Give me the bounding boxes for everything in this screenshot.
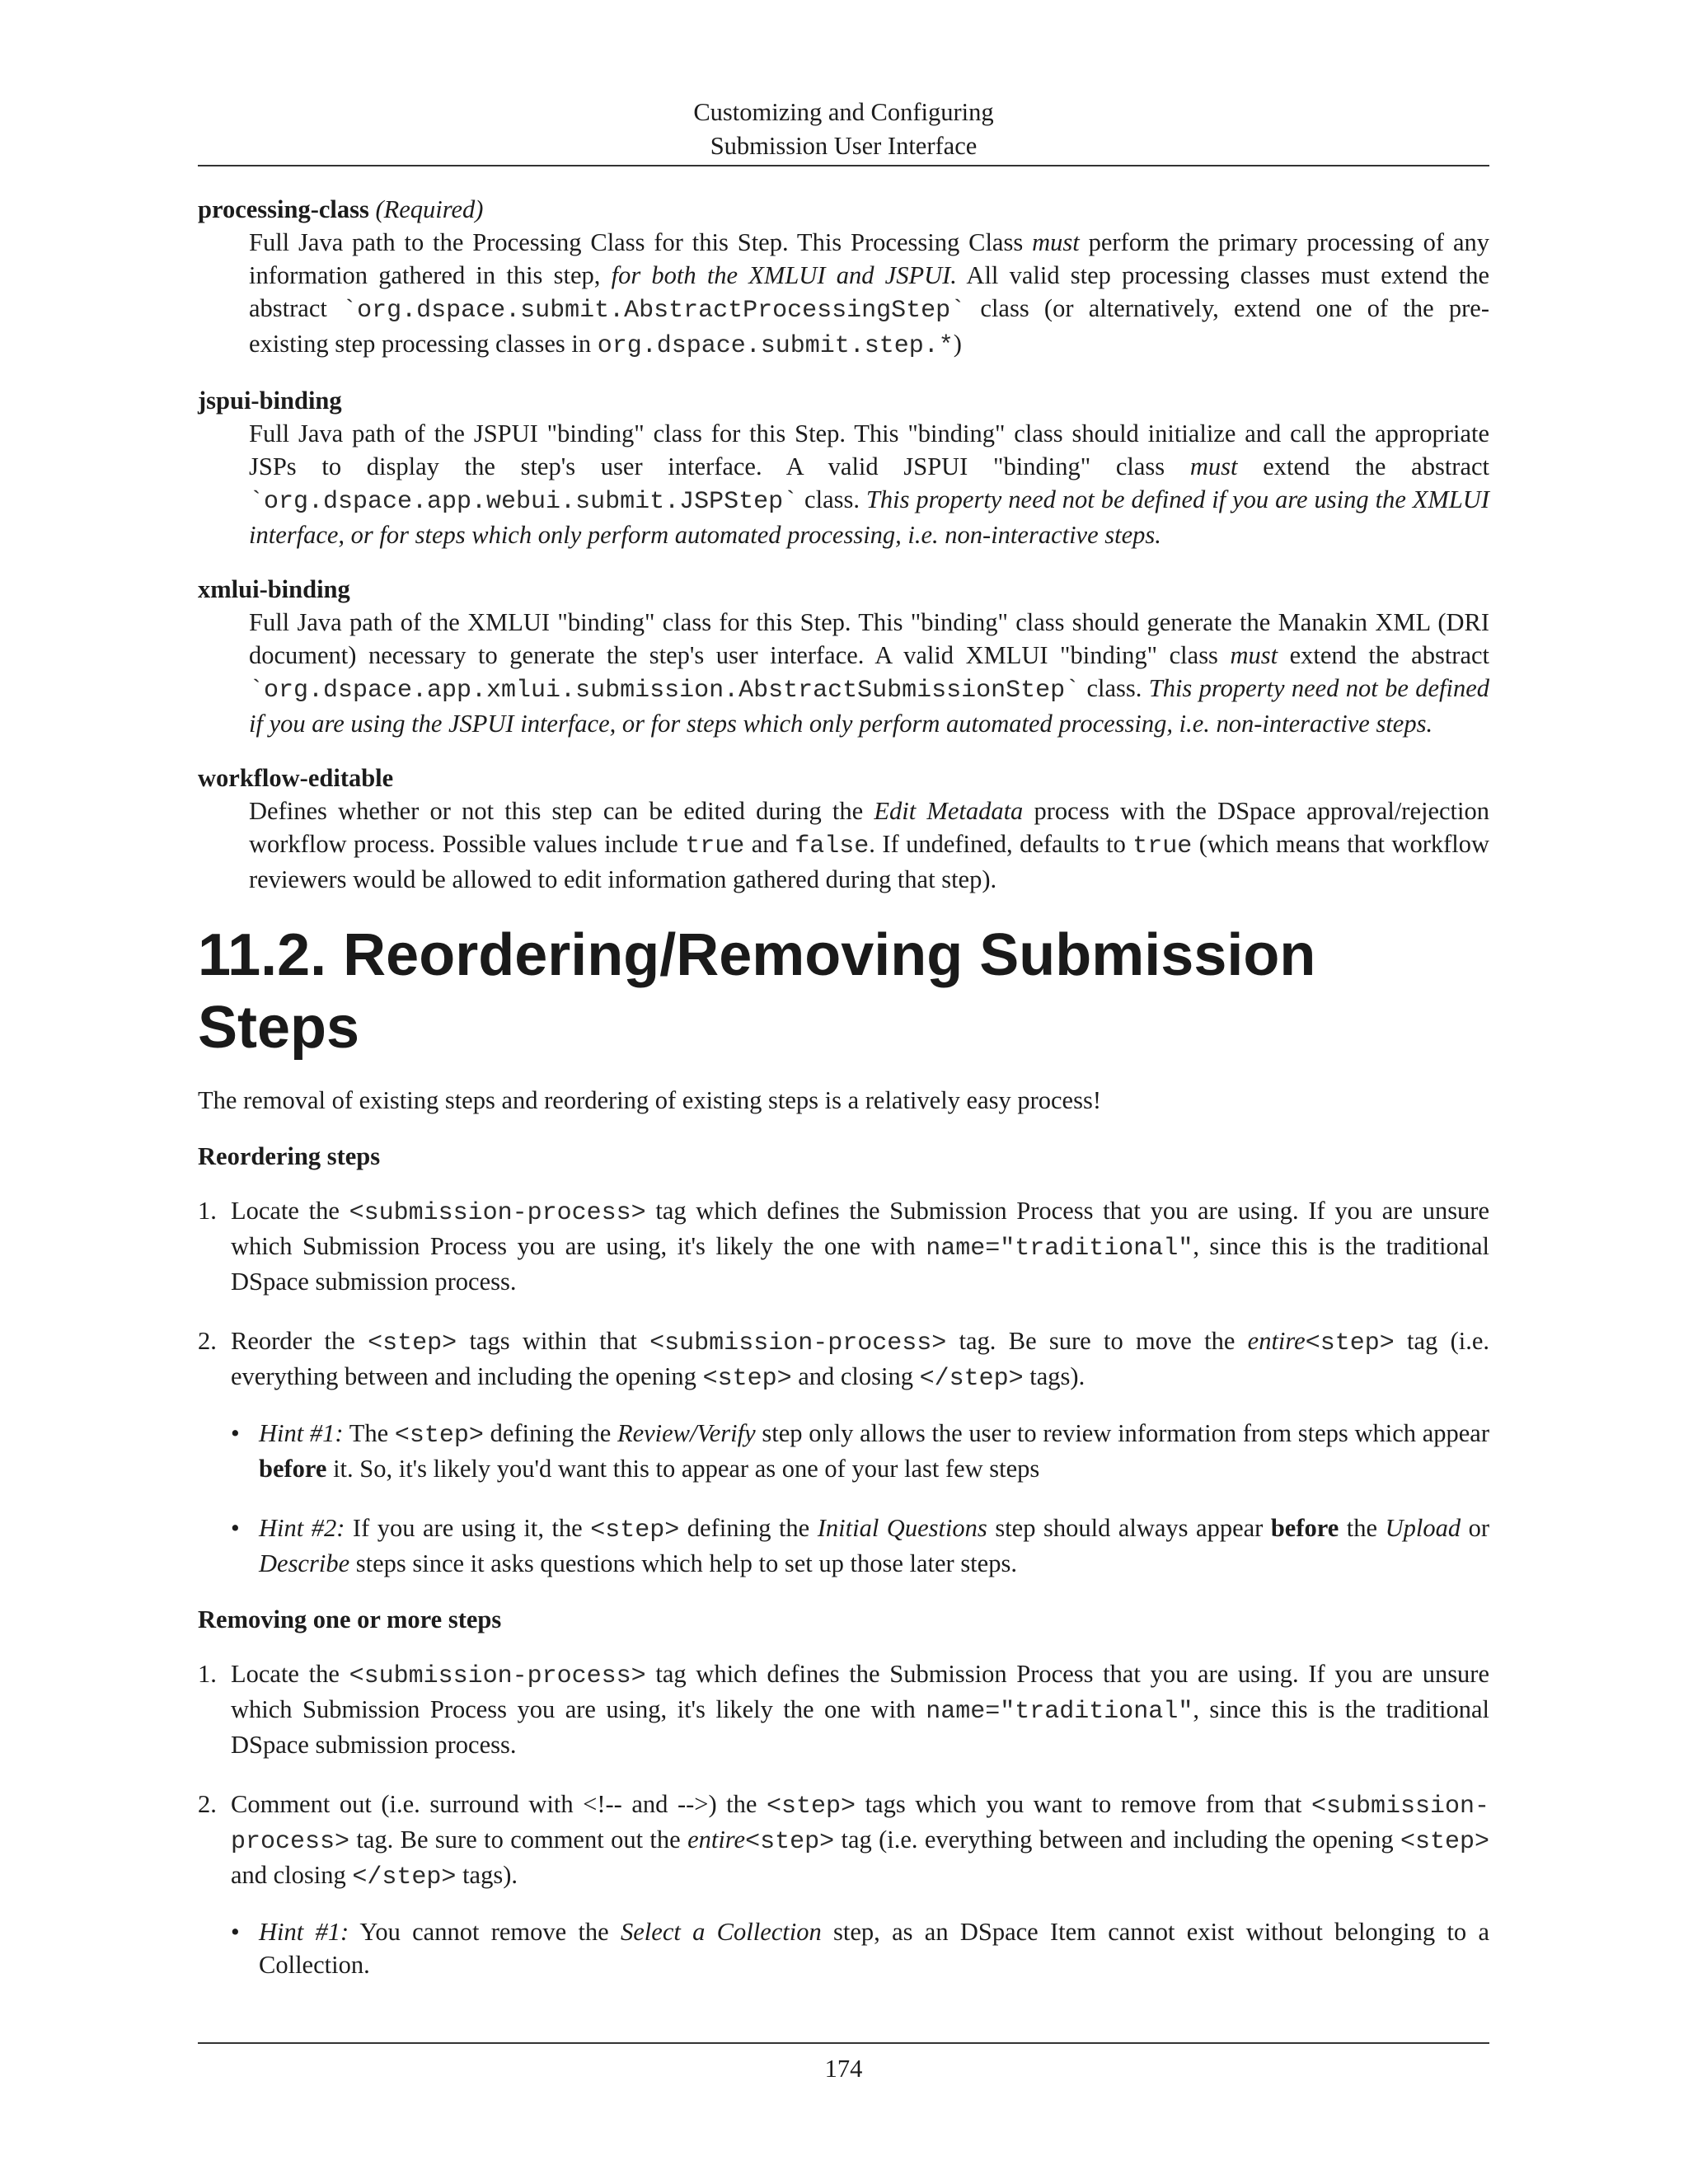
definition-body: Full Java path of the JSPUI "binding" class for this Step. This "binding" class should initialize and call the appropriate JSPs to display the step's user interface. A valid JSPUI "binding" class must extend the abstract `org.dspace.app.webui.submit.JSPStep` class. This property need not be defined if you are using the XMLUI interface, or for steps which only perform automated processing, i.e. non-interactive steps.: [249, 419, 1490, 549]
code-snippet: <step>: [368, 1329, 457, 1357]
list-item: 2. Reorder the <step> tags within that <submission-process> tag. Be sure to move the entire<step> tag (i.e. everything between and including the opening <step> and closing </step> tags).: [198, 1324, 1489, 1395]
subheading-removing: Removing one or more steps: [198, 1605, 502, 1633]
code-snippet: org.dspace.submit.step.*: [597, 332, 954, 360]
list-item: 2. Comment out (i.e. surround with <!-- and -->) the <step> tags which you want to remove from that <submission-process> tag. Be sure to comment out the entire<step> tag (i.e. everything between and including the opening <step> and closing </step> tags).: [198, 1788, 1489, 1894]
bullet-icon: •: [231, 1514, 240, 1542]
header-rule: [198, 165, 1489, 166]
list-number: 1.: [198, 1197, 217, 1225]
code-snippet: true: [685, 832, 745, 860]
bullet-icon: •: [231, 1918, 240, 1946]
definition-workflow-editable: [198, 762, 1489, 896]
reorder-steps-list: [198, 1194, 1489, 1395]
hint-item: • Hint #1: You cannot remove the Select a Collection step, as an DSpace Item cannot exist without belonging to a Collection.: [231, 1915, 1489, 1981]
list-item: 1. Locate the <submission-process> tag which defines the Submission Process that you are using. If you are unsure which Submission Process you are using, it's likely the one with name="traditional", since this is the traditional DSpace submission process.: [198, 1194, 1489, 1298]
list-number: 1.: [198, 1660, 217, 1688]
code-snippet: name="traditional": [926, 1235, 1193, 1263]
code-snippet: <step>: [702, 1365, 792, 1393]
definition-body: Full Java path to the Processing Class for this Step. This Processing Class must perform the primary processing of any information gathered in this step, for both the XMLUI and JSPUI. All valid step processing classes must extend the abstract `org.dspace.submit.AbstractProcessingStep` class (or alternatively, extend one of the pre-existing step processing classes in org.dspace.submit.step.*): [249, 228, 1489, 360]
running-header-line-2: Submission User Interface: [710, 132, 978, 160]
code-snippet: true: [1132, 832, 1193, 860]
definition-processing-class: [198, 193, 1489, 363]
reorder-hints-list: [231, 1417, 1489, 1580]
subheading-reordering: Reordering steps: [198, 1142, 381, 1170]
page-content: [198, 193, 1489, 1981]
running-header-line-1: Customizing and Configuring: [693, 98, 994, 126]
definition-xmlui-binding: [198, 573, 1489, 740]
code-snippet: `org.dspace.submit.AbstractProcessingStep`: [342, 297, 966, 325]
definition-body: Defines whether or not this step can be edited during the Edit Metadata process with the DSpace approval/rejection workflow process. Possible values include true and false. If undefined, defaults to true (which means that workflow reviewers would be allowed to edit information gathered during that step).: [249, 797, 1490, 893]
section-heading: 11.2. Reordering/Removing Submission Steps: [198, 922, 1316, 1061]
remove-steps-list: [198, 1657, 1489, 1894]
code-snippet: <submission-process>: [349, 1199, 646, 1227]
bullet-icon: •: [231, 1419, 240, 1447]
code-snippet: false: [795, 832, 870, 860]
page-number: 174: [824, 2055, 863, 2083]
hint-item: • Hint #2: If you are using it, the <step> defining the Initial Questions step should always appear before the Upload or Describe steps since it asks questions which help to set up those later steps.: [231, 1511, 1489, 1580]
list-number: 2.: [198, 1327, 217, 1355]
code-snippet: <step>: [1305, 1329, 1395, 1357]
definition-jspui-binding: [198, 384, 1489, 551]
list-item: 1. Locate the <submission-process> tag which defines the Submission Process that you are using. If you are unsure which Submission Process you are using, it's likely the one with name="traditional", since this is the traditional DSpace submission process.: [198, 1657, 1489, 1761]
code-snippet: </step>: [919, 1365, 1024, 1393]
code-snippet: `org.dspace.app.xmlui.submission.AbstractSubmissionStep`: [249, 677, 1081, 705]
code-snippet: <submission-process>: [231, 1793, 1489, 1856]
definition-term: processing-class (Required): [198, 195, 484, 223]
hint-item: • Hint #1: The <step> defining the Review/Verify step only allows the user to review information from steps which appear before it. So, it's likely you'd want this to appear as one of your last few steps: [231, 1417, 1489, 1485]
footer-rule: [198, 2042, 1489, 2044]
definition-term: workflow-editable: [198, 764, 394, 792]
code-snippet: <step>: [394, 1422, 484, 1450]
code-snippet: <step>: [767, 1793, 856, 1821]
code-snippet: <step>: [745, 1828, 835, 1856]
list-number: 2.: [198, 1790, 217, 1818]
code-snippet: `org.dspace.app.webui.submit.JSPStep`: [249, 488, 799, 516]
code-snippet: <submission-process>: [349, 1662, 646, 1690]
code-snippet: name="traditional": [926, 1698, 1193, 1726]
code-snippet: <step>: [1400, 1828, 1489, 1856]
code-snippet: </step>: [352, 1863, 457, 1891]
code-snippet: <step>: [590, 1516, 680, 1544]
definition-term: jspui-binding: [198, 387, 342, 415]
running-header: [198, 96, 1489, 163]
definition-term: xmlui-binding: [198, 575, 350, 603]
section-intro: The removal of existing steps and reordering of existing steps is a relatively easy process!: [198, 1086, 1101, 1114]
remove-hints-list: [231, 1915, 1489, 1981]
required-qualifier: (Required): [375, 195, 484, 223]
code-snippet: <submission-process>: [649, 1329, 947, 1357]
definition-body: Full Java path of the XMLUI "binding" class for this Step. This "binding" class should generate the Manakin XML (DRI document) necessary to generate the step's user interface. A valid XMLUI "binding" class must extend the abstract `org.dspace.app.xmlui.submission.AbstractSubmissionStep` class. This property need not be defined if you are using the JSPUI interface, or for steps which only perform automated processing, i.e. non-interactive steps.: [249, 608, 1490, 738]
